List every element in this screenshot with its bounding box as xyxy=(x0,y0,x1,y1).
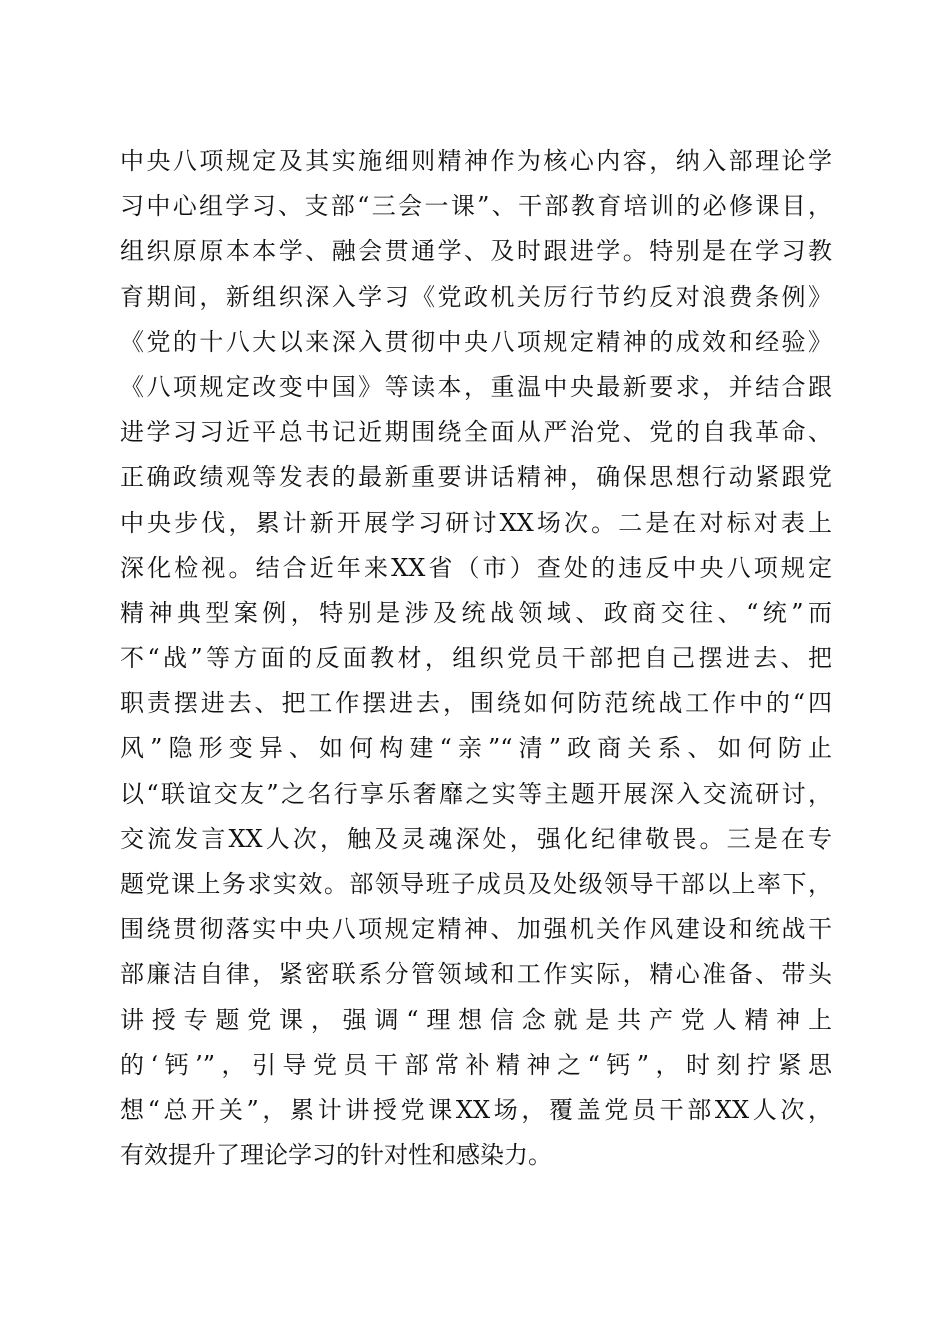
paragraph-line: 精神典型案例，特别是涉及统战领域、政商交往、“统”而 xyxy=(120,598,832,627)
paragraph-line: 交流发言XX人次，触及灵魂深处，强化纪律敬畏。三是在专 xyxy=(120,824,832,853)
paragraph-line: 有效提升了理论学习的针对性和感染力。 xyxy=(120,1141,552,1170)
paragraph-line: 不“战”等方面的反面教材，组织党员干部把自己摆进去、把 xyxy=(120,644,832,673)
paragraph-line: 中央步伐，累计新开展学习研讨XX场次。二是在对标对表上 xyxy=(120,508,832,537)
paragraph-line: 的‘钙’”，引导党员干部常补精神之“钙”，时刻拧紧思 xyxy=(120,1050,832,1079)
paragraph-line: 部廉洁自律，紧密联系分管领域和工作实际，精心准备、带头 xyxy=(120,960,832,989)
paragraph-line: 正确政绩观等发表的最新重要讲话精神，确保思想行动紧跟党 xyxy=(120,463,832,492)
paragraph-line: 进学习习近平总书记近期围绕全面从严治党、党的自我革命、 xyxy=(120,418,832,447)
body-paragraph xyxy=(120,139,832,1178)
paragraph-line: 风”隐形变异、如何构建“亲”“清”政商关系、如何防止 xyxy=(120,734,832,763)
paragraph-line: 中央八项规定及其实施细则精神作为核心内容，纳入部理论学 xyxy=(120,147,832,175)
paragraph-line: 组织原原本本学、融会贯通学、及时跟进学。特别是在学习教 xyxy=(120,237,832,266)
paragraph-line: 题党课上务求实效。部领导班子成员及处级领导干部以上率下， xyxy=(120,870,832,898)
paragraph-line: 讲授专题党课，强调“理想信念就是共产党人精神上 xyxy=(120,1005,832,1034)
paragraph-line: 《党的十八大以来深入贯彻中央八项规定精神的成效和经验》 xyxy=(120,327,832,356)
paragraph-line: 习中心组学习、支部“三会一课”、干部教育培训的必修课目， xyxy=(120,192,832,221)
paragraph-line: 《八项规定改变中国》等读本，重温中央最新要求，并结合跟 xyxy=(120,372,832,401)
paragraph-line: 想“总开关”，累计讲授党课XX场，覆盖党员干部XX人次， xyxy=(120,1095,832,1124)
paragraph-line: 以“联谊交友”之名行享乐奢靡之实等主题开展深入交流研讨， xyxy=(120,779,832,808)
paragraph-line: 围绕贯彻落实中央八项规定精神、加强机关作风建设和统战干 xyxy=(120,915,832,944)
paragraph-line: 职责摆进去、把工作摆进去，围绕如何防范统战工作中的“四 xyxy=(120,689,832,718)
paragraph-line: 深化检视。结合近年来XX省（市）查处的违反中央八项规定 xyxy=(120,553,832,582)
paragraph-line: 育期间，新组织深入学习《党政机关厉行节约反对浪费条例》 xyxy=(120,282,832,311)
